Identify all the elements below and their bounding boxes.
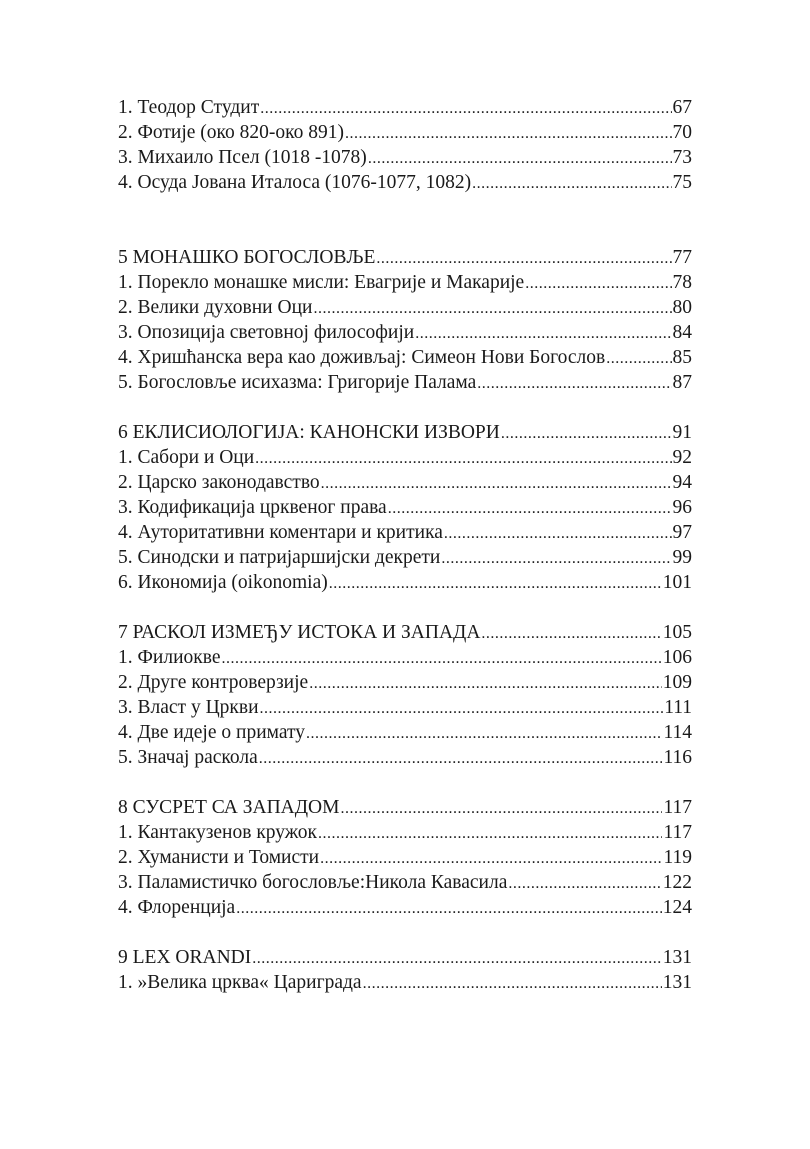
toc-entry-title: 1. Филиокве <box>118 647 221 668</box>
dot-leader <box>472 171 671 196</box>
dot-leader <box>441 546 671 571</box>
toc-entry-title: 5. Богословље исихазма: Григорије Палама <box>118 372 477 393</box>
toc-entry <box>118 345 692 370</box>
toc-entry <box>118 720 692 745</box>
toc-entry-page: 87 <box>672 372 692 393</box>
toc-entry <box>118 820 692 845</box>
toc-entry-title: 2. Хуманисти и Томисти <box>118 847 320 868</box>
toc-group <box>118 620 692 770</box>
toc-entry-title: 2. Царско законодавство <box>118 472 320 493</box>
toc-entry-title: 1. »Велика црква« Цариграда <box>118 972 362 993</box>
toc-entry-page: 111 <box>664 697 692 718</box>
toc-entry <box>118 895 692 920</box>
dot-leader <box>221 646 661 671</box>
toc-chapter <box>118 620 692 645</box>
toc-entry-page: 78 <box>672 272 692 293</box>
toc-entry-title: 2. Друге контроверзије <box>118 672 309 693</box>
toc-entry-title: 4. Осуда Јована Италоса (1076-1077, 1082) <box>118 172 472 193</box>
dot-leader <box>260 696 664 721</box>
toc-group <box>118 795 692 920</box>
toc-chapter-page: 117 <box>663 797 692 818</box>
toc-entry-page: 85 <box>672 347 692 368</box>
toc-group <box>118 945 692 995</box>
toc-entry-page: 75 <box>672 172 692 193</box>
dot-leader <box>508 871 661 896</box>
toc-entry <box>118 745 692 770</box>
toc-group <box>118 420 692 595</box>
dot-leader <box>368 146 672 171</box>
dot-leader <box>260 96 671 121</box>
toc-entry-page: 80 <box>672 297 692 318</box>
dot-leader <box>525 271 671 296</box>
toc-entry <box>118 670 692 695</box>
dot-leader <box>501 421 672 446</box>
dot-leader <box>477 371 671 396</box>
toc-entry <box>118 695 692 720</box>
toc-entry-title: 2. Фотије (око 820-око 891) <box>118 122 345 143</box>
dot-leader <box>481 621 661 646</box>
toc-entry-title: 3. Паламистичко богословље:Никола Кавасила <box>118 872 508 893</box>
toc-entry-title: 5. Значај раскола <box>118 747 258 768</box>
toc-entry <box>118 320 692 345</box>
toc-entry-page: 96 <box>672 497 692 518</box>
dot-leader <box>606 346 671 371</box>
toc-entry-title: 3. Кодификација црквеног права <box>118 497 387 518</box>
toc-entry-page: 117 <box>663 822 692 843</box>
toc-chapter-page: 105 <box>662 622 692 643</box>
dot-leader <box>415 321 671 346</box>
dot-leader <box>236 896 662 921</box>
toc-chapter-title: 5 МОНАШКО БОГОСЛОВЉЕ <box>118 247 376 268</box>
toc-entry-title: 1. Сабори и Оци <box>118 447 255 468</box>
toc-entry <box>118 470 692 495</box>
dot-leader <box>376 246 671 271</box>
toc-entry <box>118 170 692 195</box>
toc-entry-page: 116 <box>663 747 692 768</box>
toc-chapter-page: 77 <box>672 247 692 268</box>
dot-leader <box>309 671 662 696</box>
dot-leader <box>313 296 671 321</box>
dot-leader <box>345 121 671 146</box>
dot-leader <box>318 821 662 846</box>
toc-entry <box>118 870 692 895</box>
toc-entry-title: 4. Хришћанска вера као доживљај: Симеон Нови Богослов <box>118 347 606 368</box>
dot-leader <box>329 571 662 596</box>
toc-entry <box>118 495 692 520</box>
toc-entry-page: 99 <box>672 547 692 568</box>
toc-entry-title: 3. Опозиција световној философији <box>118 322 415 343</box>
toc-chapter <box>118 420 692 445</box>
toc-entry <box>118 145 692 170</box>
toc-entry-page: 84 <box>672 322 692 343</box>
dot-leader <box>306 721 662 746</box>
dot-leader <box>255 446 671 471</box>
toc-entry <box>118 295 692 320</box>
toc-entry-page: 101 <box>662 572 692 593</box>
toc-entry <box>118 120 692 145</box>
toc-chapter-title: 9 LEX ORANDI <box>118 947 252 968</box>
toc-entry-page: 92 <box>672 447 692 468</box>
dot-leader <box>340 796 662 821</box>
toc-chapter-title: 7 РАСКОЛ ИЗМЕЂУ ИСТОКА И ЗАПАДА <box>118 622 481 643</box>
toc-entry-title: 1. Порекло монашке мисли: Евагрије и Макарије <box>118 272 525 293</box>
toc-entry-page: 106 <box>662 647 692 668</box>
toc-entry-page: 122 <box>662 872 692 893</box>
toc-entry-title: 4. Две идеје о примату <box>118 722 306 743</box>
toc-entry <box>118 370 692 395</box>
dot-leader <box>321 471 672 496</box>
toc-entry <box>118 645 692 670</box>
toc-entry-page: 124 <box>662 897 692 918</box>
toc-entry-title: 4. Ауторитативни коментари и критика <box>118 522 443 543</box>
dot-leader <box>259 746 663 771</box>
toc-entry-page: 73 <box>672 147 692 168</box>
toc-group <box>118 95 692 195</box>
toc-entry-title: 4. Флоренција <box>118 897 236 918</box>
toc-entry-page: 70 <box>672 122 692 143</box>
toc-entry-title: 5. Синодски и патријаршијски декрети <box>118 547 441 568</box>
toc-chapter <box>118 945 692 970</box>
toc-entry <box>118 520 692 545</box>
toc-entry-page: 109 <box>662 672 692 693</box>
toc-entry-title: 2. Велики духовни Оци <box>118 297 313 318</box>
toc-group <box>118 245 692 395</box>
toc-chapter <box>118 795 692 820</box>
toc-entry-title: 1. Теодор Студит <box>118 97 260 118</box>
dot-leader <box>320 846 662 871</box>
toc-entry-page: 94 <box>672 472 692 493</box>
toc-entry <box>118 270 692 295</box>
toc-chapter-title: 6 ЕКЛИСИОЛОГИЈА: КАНОНСКИ ИЗВОРИ <box>118 422 500 443</box>
toc-chapter <box>118 245 692 270</box>
toc-entry <box>118 545 692 570</box>
toc-chapter-title: 8 СУСРЕТ СА ЗАПАДОМ <box>118 797 340 818</box>
toc-entry <box>118 95 692 120</box>
toc-entry <box>118 970 692 995</box>
toc-entry-title: 3. Власт у Цркви <box>118 697 259 718</box>
table-of-contents <box>118 95 692 995</box>
toc-entry-page: 114 <box>663 722 692 743</box>
dot-leader <box>388 496 672 521</box>
dot-leader <box>444 521 672 546</box>
toc-entry <box>118 445 692 470</box>
dot-leader <box>363 971 662 996</box>
toc-entry <box>118 845 692 870</box>
toc-entry-page: 119 <box>663 847 692 868</box>
toc-entry-title: 6. Икономија (oikonomia) <box>118 572 328 593</box>
toc-entry <box>118 570 692 595</box>
toc-entry-page: 67 <box>672 97 692 118</box>
dot-leader <box>252 946 662 971</box>
toc-chapter-page: 91 <box>672 422 692 443</box>
toc-entry-page: 131 <box>662 972 692 993</box>
toc-entry-title: 3. Михаило Псел (1018 -1078) <box>118 147 367 168</box>
toc-entry-title: 1. Кантакузенов кружок <box>118 822 317 843</box>
toc-chapter-page: 131 <box>662 947 692 968</box>
toc-entry-page: 97 <box>672 522 692 543</box>
